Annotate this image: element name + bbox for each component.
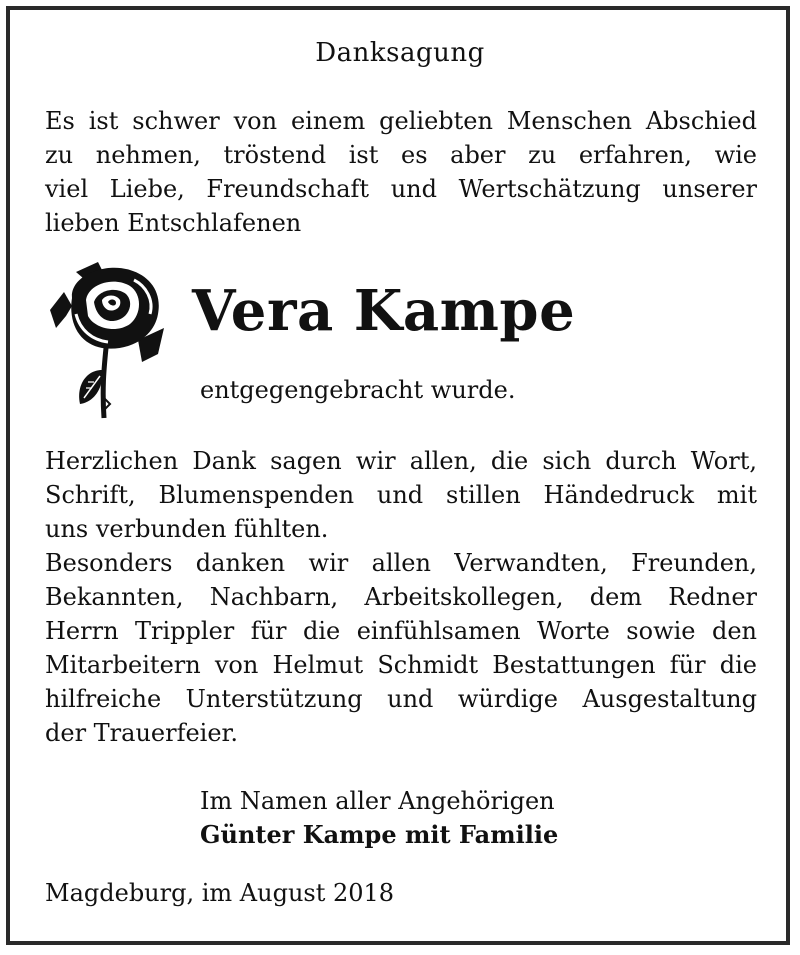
- rose-icon: [46, 258, 172, 422]
- thanks-line: Herrn Trippler für die einfühlsamen Worte sowie den: [45, 617, 757, 645]
- intro-line: Es ist schwer von einem geliebten Menschen Abschied: [45, 107, 757, 135]
- intro-line: lieben Entschlafenen: [45, 209, 302, 237]
- place-date: Magdeburg, im August 2018: [45, 879, 395, 907]
- closing-block: [200, 784, 558, 852]
- intro-line: viel Liebe, Freundschaft und Wertschätzung unserer: [45, 175, 757, 203]
- deceased-name: Vera Kampe: [192, 278, 576, 344]
- thanks-line: uns verbunden fühlten.: [45, 515, 329, 543]
- thanks-line: Herzlichen Dank sagen wir allen, die sich durch Wort,: [45, 447, 757, 475]
- thanks-line: hilfreiche Unterstützung und würdige Ausgestaltung: [45, 685, 757, 713]
- thanks-line: der Trauerfeier.: [45, 719, 239, 747]
- after-name-text: entgegengebracht wurde.: [200, 376, 516, 404]
- closing-line: Im Namen aller Angehörigen: [200, 787, 555, 815]
- notice-heading: Danksagung: [315, 38, 485, 68]
- thanks-line: Besonders danken wir allen Verwandten, Freunden,: [45, 549, 757, 577]
- thanks-line: Mitarbeitern von Helmut Schmidt Bestattungen für die: [45, 651, 757, 679]
- thanks-line: Bekannten, Nachbarn, Arbeitskollegen, dem Redner: [45, 583, 757, 611]
- intro-line: zu nehmen, tröstend ist es aber zu erfahren, wie: [45, 141, 757, 169]
- intro-paragraph: [45, 104, 757, 240]
- family-signature: Günter Kampe mit Familie: [200, 820, 559, 849]
- thanks-paragraph: [45, 444, 757, 750]
- thanks-line: Schrift, Blumenspenden und stillen Händedruck mit: [45, 481, 757, 509]
